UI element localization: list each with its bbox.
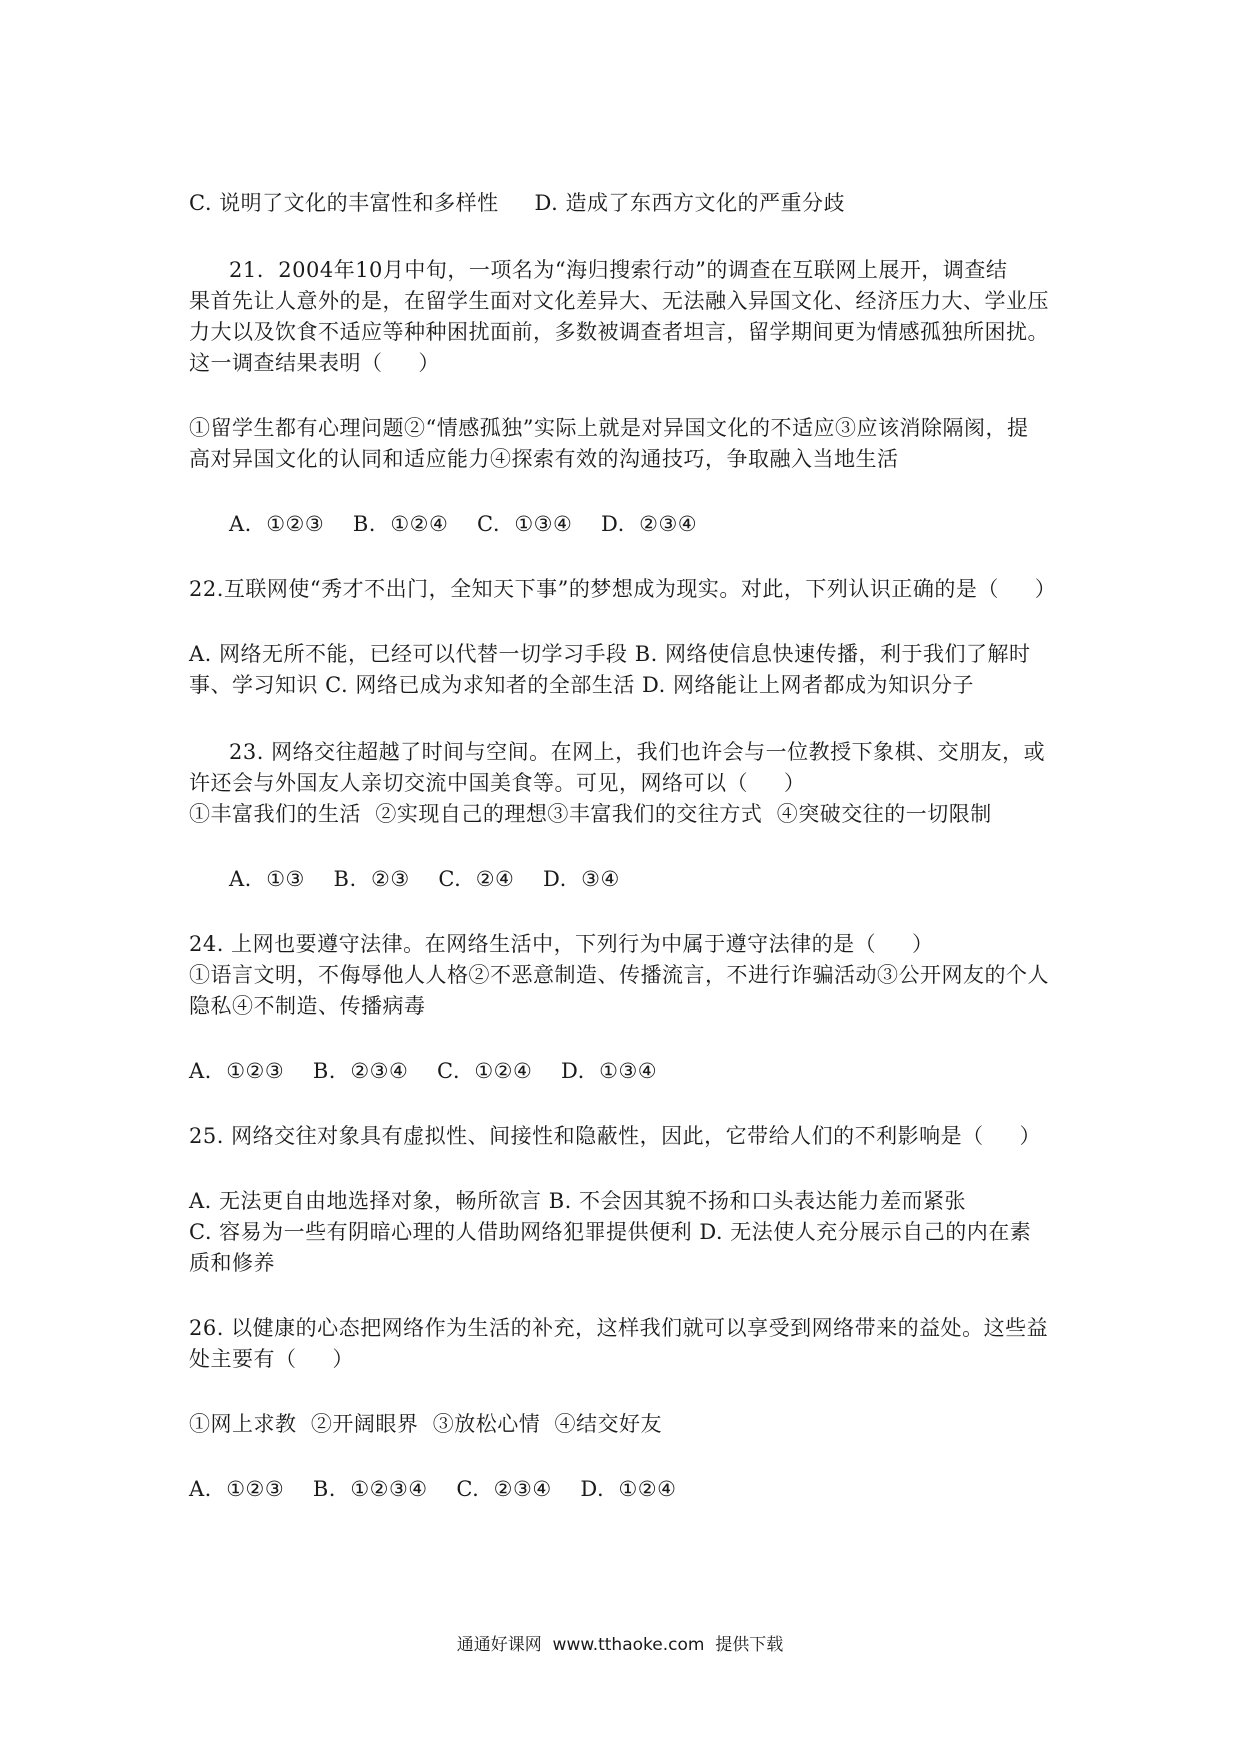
q21-stem-line-2: 果首先让人意外的是，在留学生面对文化差异大、无法融入异国文化、经济压力大、学业压 — [189, 289, 1049, 313]
q23-statements: ①丰富我们的生活 ②实现自己的理想③丰富我们的交往方式 ④突破交往的一切限制 — [189, 802, 992, 826]
q21-stem-line-3: 力大以及饮食不适应等种种困扰面前，多数被调查者坦言，留学期间更为情感孤独所困扰。 — [189, 320, 1049, 344]
q21-options: A. ①②③ B. ①②④ C. ①③④ D. ②③④ — [229, 512, 698, 536]
q25-stem: 25. 网络交往对象具有虚拟性、间接性和隐蔽性，因此，它带给人们的不利影响是（ ） — [189, 1124, 1041, 1148]
q26-stem-line-2: 处主要有（ ） — [189, 1347, 354, 1371]
q26-options: A. ①②③ B. ①②③④ C. ②③④ D. ①②④ — [189, 1477, 677, 1501]
q22-options-line-2: 事、学习知识 C. 网络已成为求知者的全部生活 D. 网络能让上网者都成为知识分子 — [189, 673, 974, 697]
q23-options: A. ①③ B. ②③ C. ②④ D. ③④ — [229, 867, 620, 891]
q25-options-line-1: A. 无法更自由地选择对象，畅所欲言 B. 不会因其貌不扬和口头表达能力差而紧张 — [189, 1189, 966, 1213]
q20-options-cd: C. 说明了文化的丰富性和多样性 D. 造成了东西方文化的严重分歧 — [189, 191, 845, 215]
page-footer: 通通好课网 www.tthaoke.com 提供下载 — [456, 1635, 784, 1655]
q24-statements-line-2: 隐私④不制造、传播病毒 — [189, 994, 426, 1018]
q21-stem-line-1: 21. 2004年10月中旬，一项名为“海归搜索行动”的调查在互联网上展开，调查结 — [229, 258, 1008, 282]
q26-statements: ①网上求教 ②开阔眼界 ③放松心情 ④结交好友 — [189, 1412, 663, 1436]
q22-stem: 22.互联网使“秀才不出门，全知天下事”的梦想成为现实。对此，下列认识正确的是（ ） — [189, 577, 1057, 601]
q21-stem-line-4: 这一调查结果表明（ ） — [189, 351, 440, 375]
q24-statements-line-1: ①语言文明，不侮辱他人人格②不恶意制造、传播流言，不进行诈骗活动③公开网友的个人 — [189, 963, 1049, 987]
q21-statements-line-1: ①留学生都有心理问题②“情感孤独”实际上就是对异国文化的不适应③应该消除隔阂，提 — [189, 416, 1029, 440]
q26-stem-line-1: 26. 以健康的心态把网络作为生活的补充，这样我们就可以享受到网络带来的益处。这些益 — [189, 1316, 1049, 1340]
q21-statements-line-2: 高对异国文化的认同和适应能力④探索有效的沟通技巧，争取融入当地生活 — [189, 447, 899, 471]
q25-options-line-3: 质和修养 — [189, 1251, 275, 1275]
q25-options-line-2: C. 容易为一些有阴暗心理的人借助网络犯罪提供便利 D. 无法使人充分展示自己的内在素 — [189, 1220, 1032, 1244]
q24-options: A. ①②③ B. ②③④ C. ①②④ D. ①③④ — [189, 1059, 658, 1083]
q23-stem-line-2: 许还会与外国友人亲切交流中国美食等。可见，网络可以（ ） — [189, 771, 806, 795]
q23-stem-line-1: 23. 网络交往超越了时间与空间。在网上，我们也许会与一位教授下象棋、交朋友，或 — [229, 740, 1046, 764]
q22-options-line-1: A. 网络无所不能，已经可以代替一切学习手段 B. 网络使信息快速传播，利于我们了解时 — [189, 642, 1031, 666]
q24-stem: 24. 上网也要遵守法律。在网络生活中，下列行为中属于遵守法律的是（ ） — [189, 932, 934, 956]
